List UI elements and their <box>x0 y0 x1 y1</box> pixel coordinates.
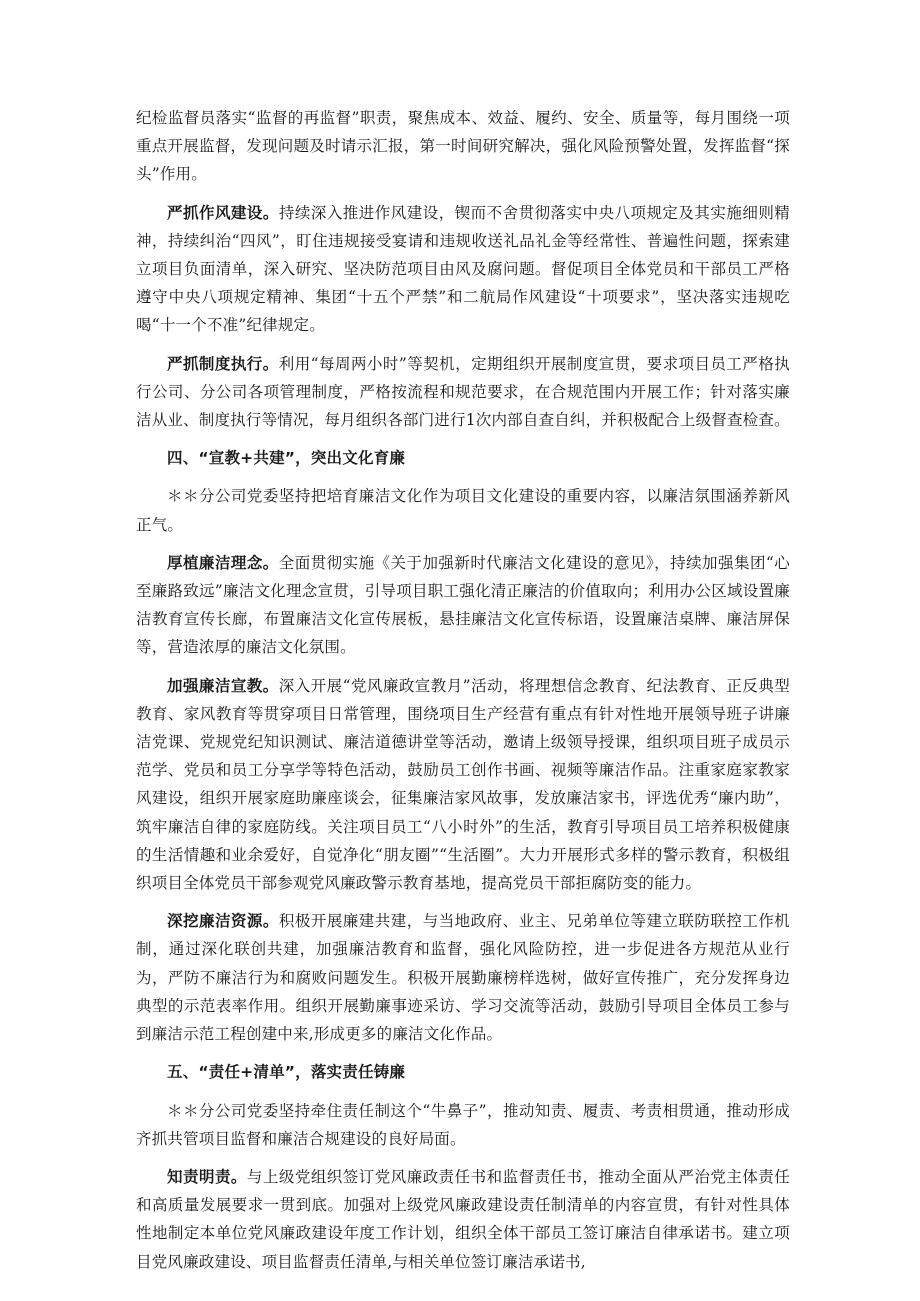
paragraph-text: ＊＊分公司党委坚持把培育廉洁文化作为项目文化建设的重要内容，以廉洁氛围涵养新风正气。 <box>136 487 790 534</box>
paragraph-intro-4 <box>136 482 790 538</box>
section-heading-4: 四、“宣教+共建”，突出文化育廉 <box>167 449 406 468</box>
section-heading-5: 五、“责任+清单”，落实责任铸廉 <box>167 1063 406 1082</box>
paragraph-lead: 知责明责。 <box>167 1167 247 1186</box>
paragraph-text: 与上级党组织签订党风廉政责任书和监督责任书，推动全面从严治党主体责任和高质量发展要求一贯到底。加强对上级党风廉政建设责任制清单的内容宣贯，有针对性具体性地制定本单位党风廉政建设年度工作计划，组织全体干部员工签订廉洁自律承诺书。建立项目党风廉政建设、项目监督责任清单,与相关单位签订廉洁承诺书, <box>136 1167 790 1271</box>
paragraph-know-responsibility <box>136 1163 790 1276</box>
paragraph-lead: 加强廉洁宣教。 <box>167 676 279 695</box>
paragraph-text: 纪检监督员落实“监督的再监督”职责，聚焦成本、效益、履约、安全、质量等，每月围绕一项重点开展监督，发现问题及时请示汇报，第一时间研究解决，强化风险预警处置，发挥监督“探头”作用。 <box>136 109 790 184</box>
paragraph-text: 积极开展廉建共建，与当地政府、业主、兄弟单位等建立联防联控工作机制，通过深化联创共建，加强廉洁教育和监督，强化风险防控，进一步促进各方规范从业行为，严防不廉洁行为和腐败问题发生。积极开展勤廉榜样选树，做好宣传推广，充分发挥身边典型的示范表率作用。组织开展勤廉事迹采访、学习交流等活动，鼓励引导项目全体员工参与到廉洁示范工程创建中来,形成更多的廉洁文化作品。 <box>136 912 790 1044</box>
paragraph-text: 深入开展“党风廉政宣教月”活动，将理想信念教育、纪法教育、正反典型教育、家风教育等贯穿项目日常管理，围绕项目生产经营有重点有针对性地开展领导班子讲廉洁党课、党规党纪知识测试、廉洁道德讲堂等活动，邀请上级领导授课，组织项目班子成员示范学、党员和员工分享学等特色活动，鼓励员工创作书画、视频等廉洁作品。注重家庭家教家风建设，组织开展家庭助廉座谈会，征集廉洁家风故事，发放廉洁家书，评选优秀“廉内助”，筑牢廉洁自律的家庭防线。关注项目员工“八小时外”的生活，教育引导项目员工培养积极健康的生活情趣和业余爱好，自觉净化“朋友圈”“生活圈”。大力开展形式多样的警示教育，积极组织项目全体党员干部参观党风廉政警示教育基地，提高党员干部拒腐防变的能力。 <box>136 676 791 893</box>
paragraph-integrity-education <box>136 672 790 898</box>
paragraph-text: ＊＊分公司党委坚持牵住责任制这个“牛鼻子”，推动知责、履责、考责相贯通，推动形成齐抓共管项目监督和廉洁合规建设的良好局面。 <box>136 1101 790 1148</box>
paragraph-lead: 厚植廉洁理念。 <box>167 553 279 572</box>
paragraph-lead: 严抓作风建设。 <box>167 203 279 222</box>
document-body <box>136 104 790 1286</box>
paragraph-text: 全面贯彻实施《关于加强新时代廉洁文化建设的意见》，持续加强集团“心至廉路致远”廉洁文化理念宣贯，引导项目职工强化清正廉洁的价值取向；利用办公区域设置廉洁教育宣传长廊，布置廉洁文化宣传展板，悬挂廉洁文化宣传标语，设置廉洁桌牌、廉洁屏保等，营造浓厚的廉洁文化氛围。 <box>136 553 791 657</box>
paragraph-integrity-resources <box>136 907 790 1048</box>
paragraph-lead: 严抓制度执行。 <box>167 354 279 373</box>
paragraph-lead: 深挖廉洁资源。 <box>167 912 279 931</box>
paragraph-style-building <box>136 199 790 340</box>
paragraph-rule-execution <box>136 350 790 435</box>
paragraph <box>136 104 790 189</box>
paragraph-text: 持续深入推进作风建设，锲而不舍贯彻落实中央八项规定及其实施细则精神，持续纠治“四风”，盯住违规接受宴请和违规收送礼品礼金等经常性、普遍性问题，探索建立项目负面清单，深入研究、坚决防范项目由风及腐问题。督促项目全体党员和干部员工严格遵守中央八项规定精神、集团“十五个严禁”和二航局作风建设“十项要求”，坚决落实违规吃喝“十一个不准”纪律规定。 <box>136 203 790 335</box>
paragraph-intro-5 <box>136 1097 790 1153</box>
paragraph-text: 利用“每周两小时”等契机，定期组织开展制度宣贯，要求项目员工严格执行公司、分公司各项管理制度，严格按流程和规范要求，在合规范围内开展工作；针对落实廉洁从业、制度执行等情况，每月组织各部门进行1次内部自查自纠，并积极配合上级督查检查。 <box>136 354 791 430</box>
paragraph-integrity-concept <box>136 549 790 662</box>
